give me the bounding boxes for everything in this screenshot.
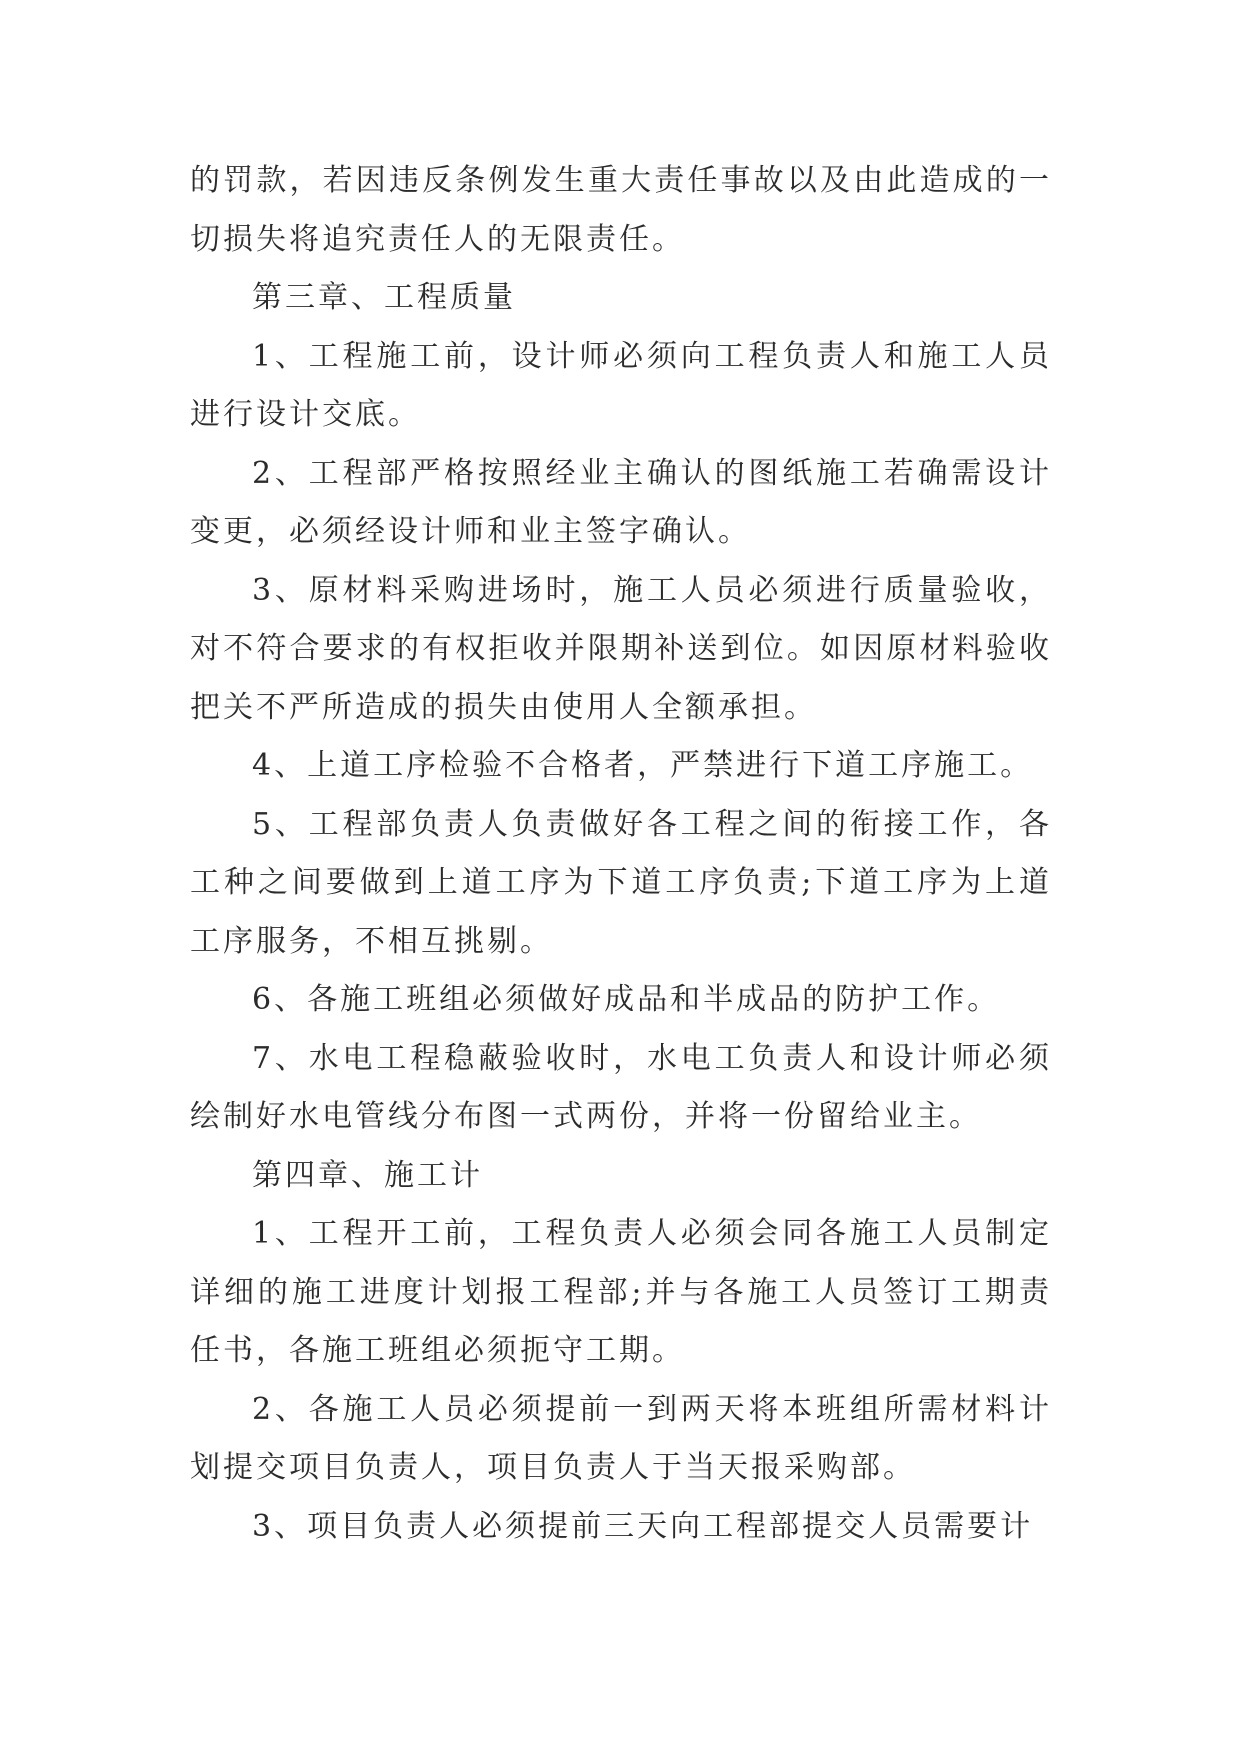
paragraph: 5、工程部负责人负责做好各工程之间的衔接工作，各工种之间要做到上道工序为下道工序负责;下道工序为上道工序服务，不相互挑剔。 <box>190 806 1052 959</box>
paragraph: 7、水电工程稳蔽验收时，水电工负责人和设计师必须绘制好水电管线分布图一式两份，并将一份留给业主。 <box>190 1040 1052 1134</box>
chapter-heading-schedule: 第四章、施工计 <box>252 1157 483 1193</box>
paragraph: 1、工程开工前，工程负责人必须会同各施工人员制定详细的施工进度计划报工程部;并与各施工人员签订工期责任书，各施工班组必须扼守工期。 <box>190 1216 1052 1368</box>
paragraph-continuation: 的罚款，若因违反条例发生重大责任事故以及由此造成的一切损失将追究责任人的无限责任。 <box>190 163 1052 257</box>
paragraph: 2、各施工人员必须提前一到两天将本班组所需材料计划提交项目负责人，项目负责人于当天报采购部。 <box>190 1391 1052 1485</box>
paragraph: 3、原材料采购进场时，施工人员必须进行质量验收，对不符合要求的有权拒收并限期补送到位。如因原材料验收把关不严所造成的损失由使用人全额承担。 <box>190 572 1052 725</box>
paragraph: 1、工程施工前，设计师必须向工程负责人和施工人员进行设计交底。 <box>190 338 1052 432</box>
chapter-heading-quality: 第三章、工程质量 <box>252 280 516 315</box>
paragraph: 6、各施工班组必须做好成品和半成品的防护工作。 <box>252 982 1001 1017</box>
paragraph: 3、项目负责人必须提前三天向工程部提交人员需要计 <box>252 1508 1034 1544</box>
paragraph: 4、上道工序检验不合格者，严禁进行下道工序施工。 <box>252 748 1034 783</box>
paragraph: 2、工程部严格按照经业主确认的图纸施工若确需设计变更，必须经设计师和业主签字确认。 <box>190 455 1052 549</box>
document-page <box>190 152 1052 1556</box>
